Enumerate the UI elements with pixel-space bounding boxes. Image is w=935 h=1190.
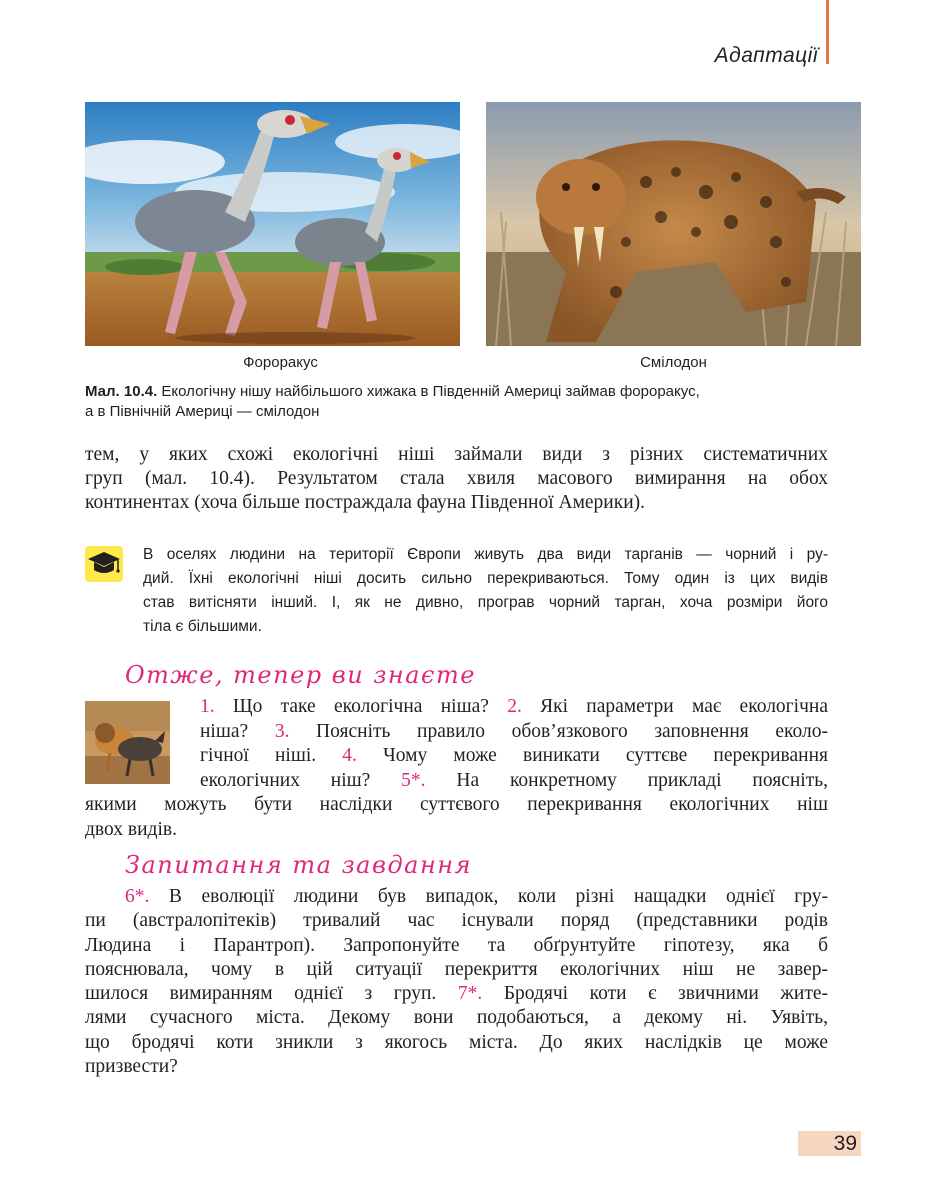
- paragraph-line: тем, у яких схожі екологічні ніші займали види з різних систематичних: [85, 444, 828, 465]
- running-title: Адаптації: [714, 44, 818, 67]
- fact-line: дий. Їхні екологічні ніші досить сильно перекриваються. Тому один із цих видів: [143, 570, 828, 587]
- phorusrhacos-caption: Фороракус: [243, 354, 318, 371]
- task-text: шилося вимиранням однієї з груп.: [85, 983, 458, 1005]
- figure-caption: [85, 382, 865, 422]
- header-rule: [826, 0, 829, 64]
- section-heading-now-you-know: Отже, тепер ви знаєте: [125, 661, 476, 689]
- question-number: 1.: [200, 696, 215, 717]
- fact-line: тіла є більшими.: [143, 618, 262, 635]
- question-text: гічної ніші.: [200, 745, 343, 766]
- question-line: [200, 744, 828, 769]
- section-heading-questions-tasks: Запитання та завдання: [125, 851, 472, 879]
- question-text: На конкретному прикладі поясніть,: [425, 769, 828, 791]
- figure-caption-text-1: Екологічну нішу найбільшого хижака в Південній Америці займав фороракус,: [157, 383, 700, 400]
- question-text: Чому може виникати суттєве перекривання: [356, 745, 828, 766]
- task-line: Людина і Парантроп). Запропонуйте та обґрунтуйте гіпотезу, яка б: [85, 934, 828, 956]
- phorusrhacos-image: [85, 102, 460, 346]
- task-number: 6*.: [125, 886, 150, 907]
- task-line: пояснювала, чому в цій ситуації перекриття екологічних ніш не завер-: [85, 958, 828, 980]
- task-line: призвести?: [85, 1056, 178, 1078]
- review-questions: [85, 695, 828, 842]
- task-line: що бродячі коти зникли з якогось міста. До яких наслідків це може: [85, 1031, 828, 1053]
- question-number: 4.: [342, 745, 357, 766]
- figure-caption-label: Мал. 10.4.: [85, 383, 158, 400]
- question-number: 3.: [274, 720, 290, 742]
- tasks-text: [85, 885, 828, 1079]
- question-text: Що таке екологічна ніша?: [214, 696, 508, 717]
- question-line: [200, 769, 828, 794]
- task-text: Бродячі коти є звичними жите-: [482, 983, 828, 1005]
- task-line: [85, 885, 828, 909]
- smilodon-image: [486, 102, 861, 346]
- question-text: ніша?: [200, 720, 275, 742]
- paragraph-line: груп (мал. 10.4). Результатом стала хвиля масового вимирання на обох: [85, 468, 828, 489]
- question-line: [200, 695, 828, 720]
- fact-line: В оселях людини на території Європи живуть два види тарганів — чорний і ру-: [143, 546, 828, 563]
- question-text: Поясніть правило обов’язкового заповнення еколо-: [289, 720, 828, 742]
- task-text: В еволюції людини був випадок, коли різні нащадки однієї гру-: [149, 886, 828, 907]
- question-line: двох видів.: [85, 818, 177, 840]
- task-line: [85, 982, 828, 1006]
- graduation-cap-icon: [85, 546, 123, 582]
- task-number: 7*.: [457, 983, 483, 1005]
- page-number: 39: [798, 1131, 861, 1156]
- task-line: пи (австралопітеків) тривалий час існували поряд (представники родів: [85, 910, 828, 932]
- paragraph-line: континентах (хоча більше постраждала фауна Південної Америки).: [85, 492, 646, 513]
- fact-box-text: [143, 543, 828, 639]
- question-line: якими можуть бути наслідки суттєвого перекривання екологічних ніш: [85, 794, 828, 815]
- question-number: 2.: [507, 696, 522, 717]
- question-number: 5*.: [401, 769, 426, 791]
- question-text: Які параметри має екологічна: [521, 696, 828, 717]
- figure-caption-text-2: а в Північній Америці — смілодон: [85, 403, 320, 420]
- fact-line: став витісняти інший. І, як не дивно, програв чорний тарган, хоча розміри його: [143, 594, 828, 611]
- question-line: [200, 720, 828, 745]
- task-line: лями сучасного міста. Декому вони подобаються, а декому ні. Уявіть,: [85, 1007, 828, 1029]
- body-paragraph: [85, 443, 828, 515]
- question-text: екологічних ніш?: [200, 769, 402, 791]
- smilodon-caption: Смілодон: [640, 354, 707, 371]
